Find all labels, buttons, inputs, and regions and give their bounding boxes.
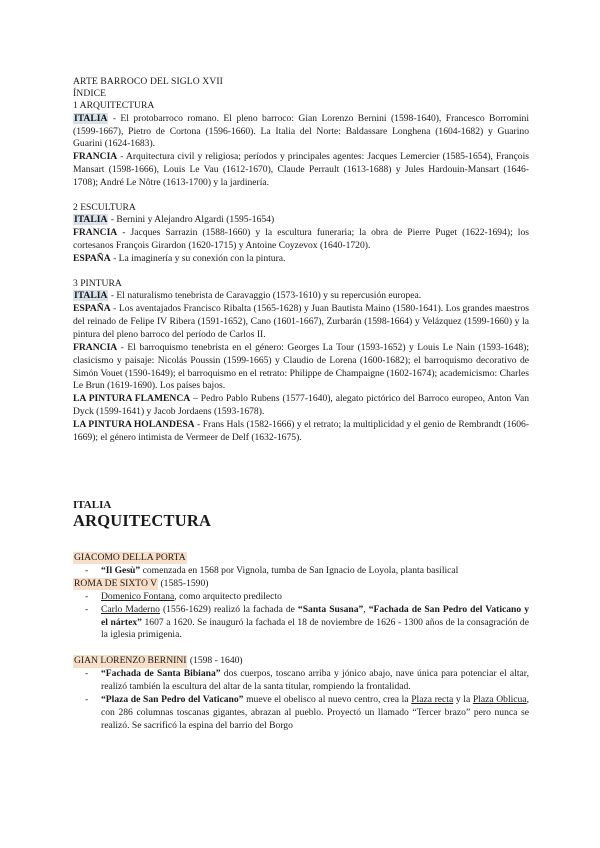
document-page <box>73 76 529 733</box>
entry-label: FRANCIA <box>73 151 118 163</box>
entry-text: Pedro Pablo Rubens (1577-1640), alegato pictórico del Barroco europeo, Anton Van Dyck (1599-1641) y Jacob Jordaens (1593-1678). <box>73 393 529 418</box>
architect-label-porta: GIACOMO DELLA PORTA <box>74 551 186 563</box>
entry-separator: - <box>108 214 117 226</box>
entry-text: Arquitectura civil y religiosa; períodos y principales agentes: Jacques Lemercier (1585-1654), François Mansart (1598-1666), Louis Le Vau (1612-1670), Claude Perrault (1613-1688) y Jules Hardouin-Mansart (1646-1708); André Le Nôtre (1613-1700) y la jardinería. <box>73 151 529 189</box>
work-text: , como arquitecto predilecto <box>174 590 282 602</box>
entry-label: ESPAÑA <box>73 302 111 314</box>
work-title: “Il Gesù” <box>101 564 141 576</box>
work-text: , <box>363 603 369 615</box>
roma-dates: (1585-1590) <box>158 577 209 589</box>
section-heading: 2 ESCULTURA <box>73 202 136 214</box>
entry-separator: – <box>190 393 201 405</box>
index-entry <box>73 151 529 190</box>
entry-label: LA PINTURA HOLANDESA <box>73 419 195 431</box>
entry-label: FRANCIA <box>73 227 118 239</box>
entry-text: Bernini y Alejandro Algardi (1595-1654) <box>116 214 275 226</box>
index-entry <box>73 214 529 227</box>
work-title: “Fachada de San Pedro del Vaticano y el nártex” <box>101 603 529 628</box>
index-entry <box>73 419 529 445</box>
index-entry <box>73 227 529 253</box>
work-text: dos cuerpos, toscano arriba y jónico abajo, nave única para potenciar el altar, realizó también la escultura del altar de la santa titular, rompiendo la frontalidad. <box>101 668 529 693</box>
entry-label: ITALIA <box>74 214 108 226</box>
architect-name: Domenico Fontana <box>101 590 175 602</box>
work-title: “Plaza de San Pedro del Vaticano” <box>101 694 244 706</box>
index-heading: ÍNDICE <box>73 88 107 100</box>
work-text: 1607 a 1620. Se inauguró la fachada el 18 de noviembre de 1626 - 1300 años de la consagración de la iglesia primigenia. <box>101 616 529 641</box>
country-heading: ITALIA <box>73 498 112 511</box>
entry-text: El barroquismo tenebrista en el género: Georges La Tour (1593-1652) y Louis Le Nain (1593-1648); clasicismo y paisaje: Nicolás Poussin (1599-1665) y Claudio de Lorena (1600-1682); el barroquismo decorativo de Simón Vouet (1590-1649); el barroquismo en el retrato: Philippe de Champaigne (1602-1674); academicismo: Charles Le Brun (1619-1690). Los países bajos. <box>73 341 529 392</box>
index-entry <box>73 342 529 394</box>
entry-separator: - <box>108 290 117 302</box>
section-heading: 3 PINTURA <box>73 277 122 289</box>
entry-label: ESPAÑA <box>73 252 111 264</box>
entry-separator: - <box>194 419 203 431</box>
entry-separator: - <box>110 302 119 314</box>
work-text: (1556-1629) realizó la fachada de <box>159 603 298 615</box>
list-item <box>101 565 529 578</box>
work-text: , con 286 columnas toscanas gigantes, abrazan al pueblo. Proyectó un llamado “Tercer brazo” pero nunca se realizó. Se sacrificó la espina del barrio del Borgo <box>101 694 530 731</box>
entry-label: ITALIA <box>74 290 108 302</box>
index-entry <box>73 113 529 152</box>
list-item <box>101 591 529 604</box>
bernini-heading <box>73 655 529 668</box>
underlined-term: Plaza recta <box>411 694 454 706</box>
entry-label: FRANCIA <box>73 341 118 353</box>
entry-text: Los aventajados Francisco Ribalta (1565-1628) y Juan Bautista Maino (1580-1641). Los grandes maestros del reinado de Felipe IV Ribera (1591-1652), Cano (1601-1667), Zurbarán (1598-1664) y Velázquez (1599-1660) y la pintura del pleno barroco del período de Carlos II. <box>73 302 529 340</box>
roma-heading <box>73 578 529 591</box>
bernini-block <box>73 655 529 732</box>
section-heading: 1 ARQUITECTURA <box>73 100 155 112</box>
roma-label: ROMA DE SIXTO V <box>74 577 158 589</box>
work-text: y la <box>453 694 473 706</box>
work-title: “Fachada de Santa Bibiana” <box>101 668 221 680</box>
work-text: comenzada en 1568 por Vignola, tumba de San Ignacio de Loyola, planta basilical <box>140 564 459 576</box>
entry-text: El protobarroco romano. El pleno barroco: Gian Lorenzo Bernini (1598-1640), Francesco Borromini (1599-1667), Pietro de Cortona (1596-1660). La Italia del Norte: Baldassare Longhena (1604-1682) y Guarino Guarini (1624-1683). <box>73 112 529 150</box>
entry-text: El naturalismo tenebrista de Caravaggio (1573-1610) y su repercusión europea. <box>116 290 422 302</box>
work-title: “Santa Susana” <box>297 603 364 615</box>
work-text: mueve el obelisco al nuevo centro, crea la <box>243 694 412 706</box>
list-item <box>101 604 529 643</box>
architect-label-bernini: GIAN LORENZO BERNINI <box>74 655 187 667</box>
entry-separator: - <box>110 252 119 264</box>
list-item <box>101 668 529 694</box>
entry-separator: - <box>117 341 128 353</box>
entry-text: Jacques Sarrazin (1588-1660) y la escultura funeraria; la obra de Pierre Puget (1622-1694); los cortesanos François Girardon (1620-1715) y Antoine Coyzevox (1640-1720). <box>73 227 529 252</box>
architect-dates: (1598 - 1640) <box>187 655 243 667</box>
entry-label: ITALIA <box>74 112 108 124</box>
index-entry <box>73 253 529 266</box>
underlined-term: Plaza Oblicua <box>472 694 527 706</box>
index-entry <box>73 303 529 342</box>
entry-text: Frans Hals (1582-1666) y el retrato; la multiplicidad y el genio de Rembrandt (1606-1669); el género intimista de Vermeer de Delf (1632-1675). <box>73 419 530 444</box>
entry-separator: - <box>117 227 131 239</box>
index-entry <box>73 393 529 419</box>
entry-separator: - <box>117 151 126 163</box>
architect-name: Carlo Maderno <box>101 603 160 615</box>
entry-label: LA PINTURA FLAMENCA <box>73 393 191 405</box>
document-title: ARTE BARROCO DEL SIGLO XVII <box>73 76 223 87</box>
entry-text: La imaginería y su conexión con la pintura. <box>118 252 286 264</box>
list-item <box>101 694 529 733</box>
index-entry <box>73 290 529 303</box>
porta-block <box>73 547 529 642</box>
topic-heading: ARQUITECTURA <box>73 510 212 530</box>
index-section-architecture <box>73 100 529 190</box>
index-section-sculpture <box>73 202 529 266</box>
index-section-painting <box>73 278 529 445</box>
entry-separator: - <box>108 112 121 124</box>
